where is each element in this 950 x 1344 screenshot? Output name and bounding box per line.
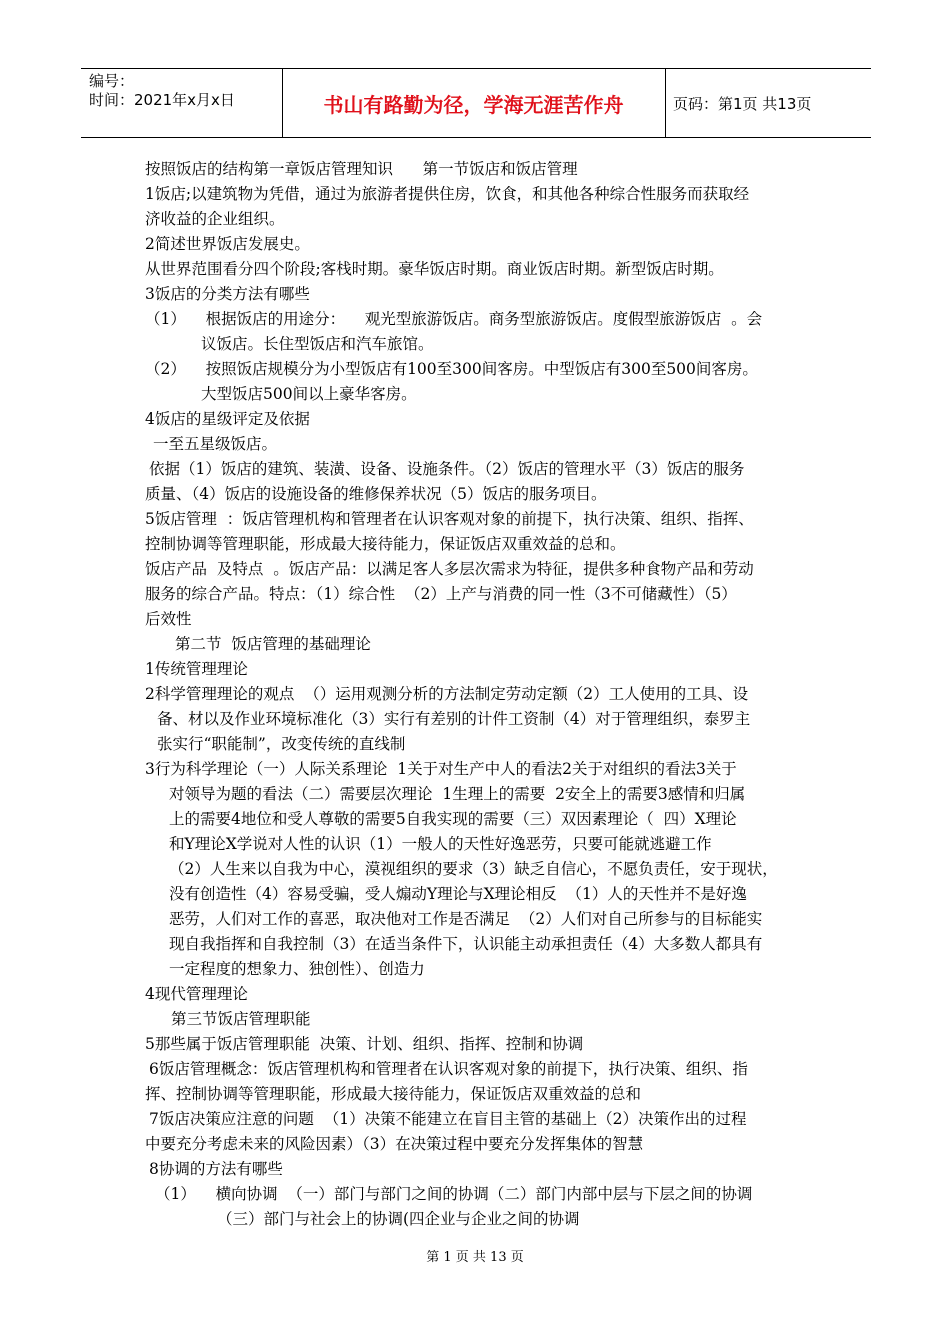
text-line: 4现代管理理论 bbox=[145, 985, 248, 1003]
page-footer: 第 1 页 共 13 页 bbox=[426, 1250, 524, 1265]
section-heading-2: 第二节 饭店管理的基础理论 bbox=[175, 635, 371, 653]
text-line: 2简述世界饭店发展史。 bbox=[145, 235, 310, 253]
header-meta bbox=[89, 72, 235, 110]
text-line: 3饭店的分类方法有哪些 bbox=[145, 285, 310, 303]
text-line: 从世界范围看分四个阶段;客栈时期。豪华饭店时期。商业饭店时期。新型饭店时期。 bbox=[145, 260, 724, 278]
text-line: 张实行“职能制”，改变传统的直线制 bbox=[157, 735, 406, 753]
text-line: 大型饭店500间以上豪华客房。 bbox=[201, 385, 417, 403]
section-heading-1: 按照饭店的结构第一章饭店管理知识 第一节饭店和饭店管理 bbox=[145, 160, 578, 178]
text-line: 后效性 bbox=[145, 610, 192, 628]
text-line: 现自我指挥和自我控制（3）在适当条件下，认识能主动承担责任（4）大多数人都具有 bbox=[169, 935, 763, 953]
text-line: 恶劳，人们对工作的喜恶，取决他对工作是否满足 （2）人们对自己所参与的目标能实 bbox=[169, 910, 763, 928]
text-line: 挥、控制协调等管理职能，形成最大接待能力，保证饭店双重效益的总和 bbox=[145, 1085, 642, 1103]
text-line: （2）人生来以自我为中心，漠视组织的要求（3）缺乏自信心，不愿负责任，安于现状， bbox=[169, 860, 778, 878]
text-line: （三）部门与社会上的协调(四企业与企业之间的协调 bbox=[217, 1210, 580, 1228]
text-line: （1） 根据饭店的用途分： 观光型旅游饭店。商务型旅游饭店。度假型旅游饭店 。会 bbox=[145, 310, 763, 328]
text-line: 饭店产品 及特点 。饭店产品：以满足客人多层次需求为特征，提供多种食物产品和劳动 bbox=[145, 560, 754, 578]
text-line: 一定程度的想象力、独创性）、创造力 bbox=[169, 960, 425, 978]
text-line: 没有创造性（4）容易受骗，受人煽动Y理论与X理论相反 （1）人的天性并不是好逸 bbox=[169, 885, 747, 903]
number-label: 编号： bbox=[89, 72, 135, 90]
time-label: 时间：2021年x月x日 bbox=[89, 91, 235, 109]
header-page-info: 页码：第1页 共13页 bbox=[673, 94, 812, 113]
text-line: 控制协调等管理职能，形成最大接待能力，保证饭店双重效益的总和。 bbox=[145, 535, 626, 553]
text-line: 6饭店管理概念：饭店管理机构和管理者在认识客观对象的前提下，执行决策、组织、指 bbox=[149, 1060, 748, 1078]
text-line: 5饭店管理 ：饭店管理机构和管理者在认识客观对象的前提下，执行决策、组织、指挥、 bbox=[145, 510, 754, 528]
text-line: 1饭店;以建筑物为凭借，通过为旅游者提供住房，饮食，和其他各种综合性服务而获取经 bbox=[145, 185, 750, 203]
text-line: 7饭店决策应注意的问题 （1）决策不能建立在盲目主管的基础上（2）决策作出的过程 bbox=[149, 1110, 747, 1128]
section-heading-3: 第三节饭店管理职能 bbox=[171, 1010, 311, 1028]
text-line: 1传统管理理论 bbox=[145, 660, 248, 678]
text-line: 质量、（4）饭店的设施设备的维修保养状况（5）饭店的服务项目。 bbox=[145, 485, 607, 503]
text-line: 和Y理论X学说对人性的认识（1）一般人的天性好逸恶劳，只要可能就逃避工作 bbox=[169, 835, 712, 853]
text-line: 2科学管理理论的观点 （）运用观测分析的方法制定劳动定额（2）工人使用的工具、设 bbox=[145, 685, 749, 703]
text-line: 服务的综合产品。特点：（1）综合性 （2）上产与消费的同一性（3不可储藏性）（5） bbox=[145, 585, 737, 603]
text-line: 中要充分考虑未来的风险因素）（3）在决策过程中要充分发挥集体的智慧 bbox=[145, 1135, 644, 1153]
text-line: （1） 横向协调 （一）部门与部门之间的协调（二）部门内部中层与下层之间的协调 bbox=[155, 1185, 753, 1203]
text-line: 议饭店。长住型饭店和汽车旅馆。 bbox=[201, 335, 434, 353]
text-line: 对领导为题的看法（二）需要层次理论 1生理上的需要 2安全上的需要3感情和归属 bbox=[169, 785, 746, 803]
text-line: 4饭店的星级评定及依据 bbox=[145, 410, 310, 428]
text-line: 3行为科学理论（一）人际关系理论 1关于对生产中人的看法2关于对组织的看法3关于 bbox=[145, 760, 737, 778]
header-motto: 书山有路勤为径，学海无涯苦作舟 bbox=[323, 92, 624, 117]
text-line: 一至五星级饭店。 bbox=[153, 435, 278, 453]
text-line: 8协调的方法有哪些 bbox=[149, 1160, 283, 1178]
text-line: （2） 按照饭店规模分为小型饭店有100至300间客房。中型饭店有300至500间客房。 bbox=[145, 360, 758, 378]
text-line: 5那些属于饭店管理职能 决策、计划、组织、指挥、控制和协调 bbox=[145, 1035, 584, 1053]
text-line: 济收益的企业组织。 bbox=[145, 210, 285, 228]
document-header bbox=[81, 68, 871, 138]
text-line: 备、材以及作业环境标准化（3）实行有差别的计件工资制（4）对于管理组织，泰罗主 bbox=[157, 710, 751, 728]
text-line: 依据（1）饭店的建筑、装潢、设备、设施条件。（2）饭店的管理水平（3）饭店的服务 bbox=[149, 460, 745, 478]
text-line: 上的需要4地位和受人尊敬的需要5自我实现的需要（三）双因素理论（ 四）X理论 bbox=[169, 810, 737, 828]
